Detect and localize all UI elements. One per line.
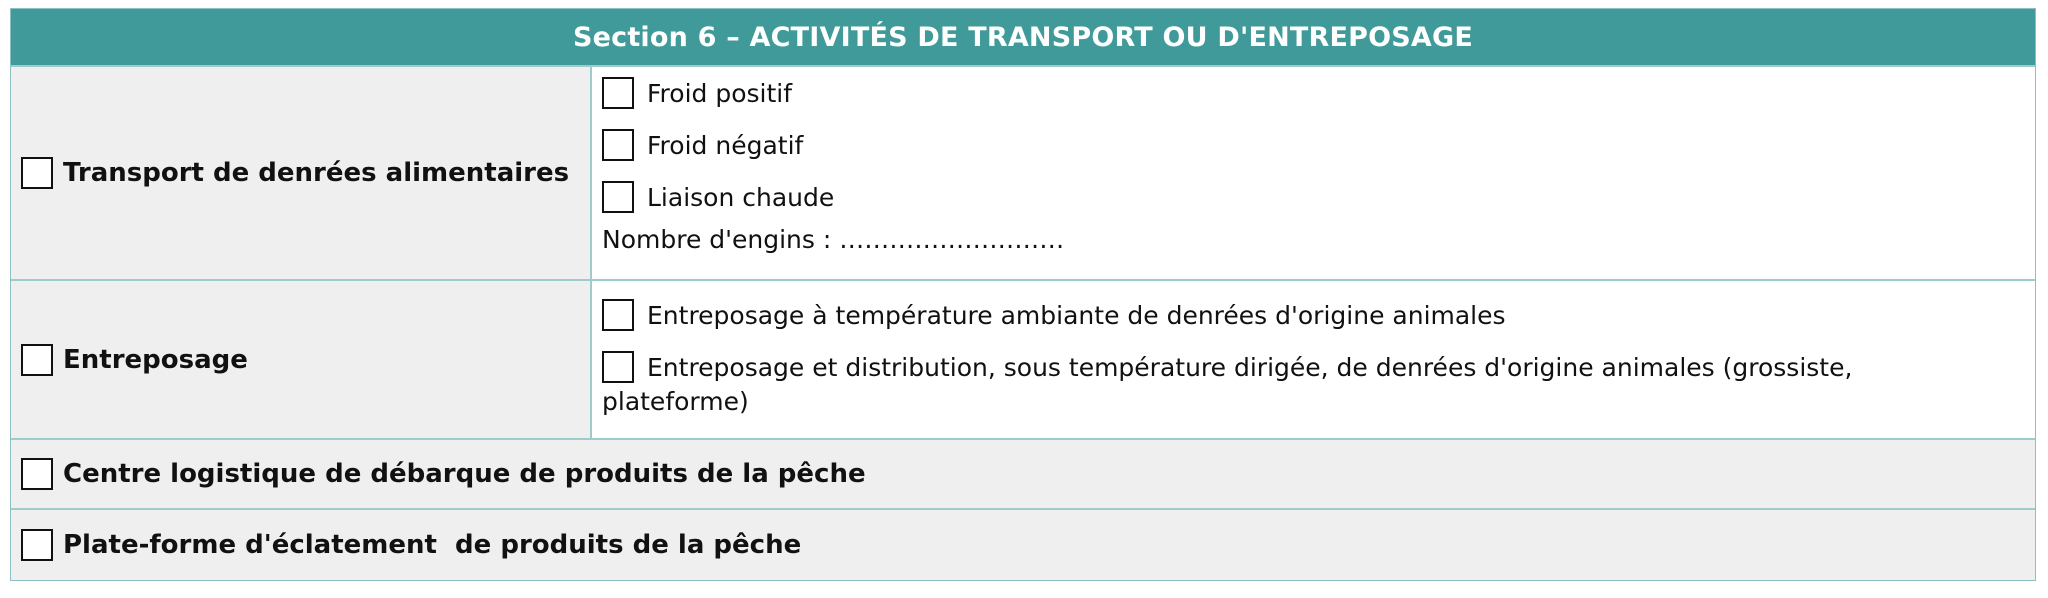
transport-options-cell <box>592 67 2035 279</box>
entreposage-distribution-checkbox[interactable] <box>602 351 634 383</box>
plate-forme-label: Plate-forme d'éclatement de produits de la pêche <box>63 530 802 560</box>
option-label: Froid négatif <box>647 130 804 160</box>
option-entreposage-distribution <box>602 341 2035 393</box>
option-entreposage-ambiante <box>602 289 2035 341</box>
entreposage-ambiante-checkbox[interactable] <box>602 299 634 331</box>
froid-positif-checkbox[interactable] <box>602 77 634 109</box>
option-label: Froid positif <box>647 78 793 108</box>
transport-checkbox[interactable] <box>21 157 53 189</box>
option-liaison-chaude <box>602 171 2035 223</box>
option-label: Entreposage à température ambiante de denrées d'origine animales <box>647 300 1506 330</box>
option-froid-negatif <box>602 119 2035 171</box>
section-title: Section 6 – ACTIVITÉS DE TRANSPORT OU D'ENTREPOSAGE <box>11 9 2035 65</box>
row-entreposage <box>11 279 2035 438</box>
transport-label: Transport de denrées alimentaires <box>63 158 570 188</box>
option-label: Entreposage et distribution, sous température dirigée, de denrées d'origine animales (grossiste, <box>647 352 1853 382</box>
plate-forme-checkbox[interactable] <box>21 529 53 561</box>
option-label: Liaison chaude <box>647 182 835 212</box>
liaison-chaude-checkbox[interactable] <box>602 181 634 213</box>
entreposage-options-cell <box>592 281 2035 438</box>
section-6-form <box>10 8 2036 581</box>
entreposage-label: Entreposage <box>63 344 248 375</box>
centre-logistique-checkbox[interactable] <box>21 458 53 490</box>
option-label-continued: plateforme) <box>602 387 749 416</box>
nombre-engins-field[interactable]: Nombre d'engins : ……………………… <box>602 225 1065 254</box>
row-plate-forme <box>11 508 2035 580</box>
entreposage-checkbox[interactable] <box>21 344 53 376</box>
centre-logistique-label: Centre logistique de débarque de produits de la pêche <box>63 459 866 489</box>
row-centre-logistique <box>11 438 2035 508</box>
row-label-cell <box>11 281 592 438</box>
row-label-cell <box>11 67 592 279</box>
froid-negatif-checkbox[interactable] <box>602 129 634 161</box>
row-label-cell <box>11 510 2035 580</box>
option-froid-positif <box>602 67 2035 119</box>
row-transport <box>11 65 2035 279</box>
row-label-cell <box>11 440 2035 508</box>
